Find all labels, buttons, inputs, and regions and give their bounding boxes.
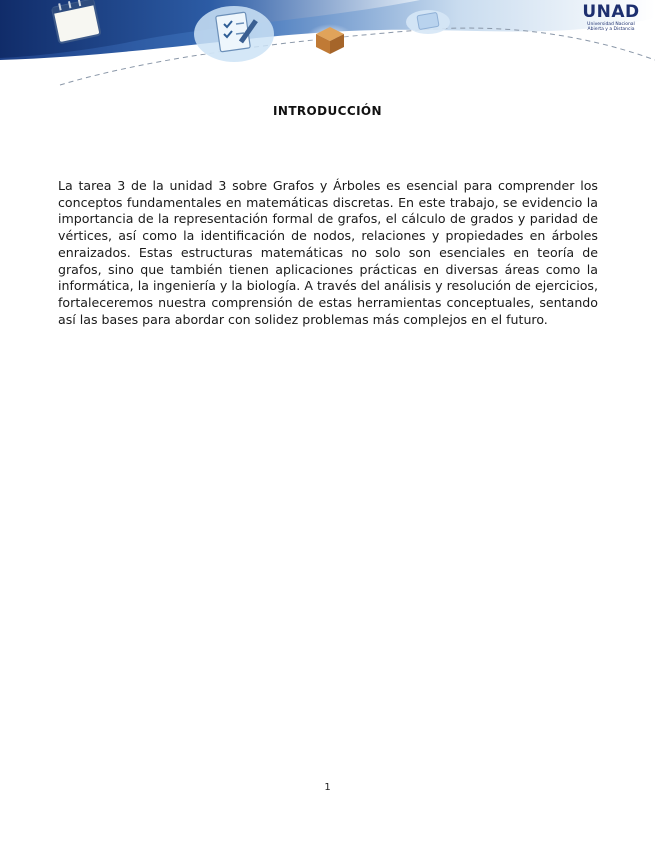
header-graphic [0, 0, 655, 90]
logo-text: UNAD [582, 2, 640, 22]
page-number: 1 [324, 782, 331, 793]
box-icon [306, 24, 354, 54]
introduction-paragraph: La tarea 3 de la unidad 3 sobre Grafos y Árboles es esencial para comprender los conceptos fundamentales en matemáticas discretas. En este trabajo, se evidencio la importancia de la representación formal de grafos, el cálculo de grados y paridad de vértices, así como la identificación de nodos, relaciones y propiedades en árboles enraizados. Estas estructuras matemáticas no solo son esenciales en teoría de grafos, sino que también tienen aplicaciones prácticas en diversas áreas como la informática, la ingeniería y la biología. A través del análisis y resolución de ejercicios, fortaleceremos nuestra comprensión de estas herramientas conceptuales, sentando así las bases para abordar con solidez problemas más complejos en el futuro. [58, 178, 598, 327]
notepad-icon [51, 0, 100, 43]
checklist-icon [194, 6, 274, 62]
logo-subtitle-line1: Universidad Nacional [587, 22, 635, 27]
header-banner [0, 0, 655, 90]
unad-logo [577, 2, 645, 32]
page-title: INTRODUCCIÓN [273, 104, 382, 118]
small-tile-icon [406, 10, 450, 34]
logo-subtitle-line2: Abierta y a Distancia [587, 27, 635, 32]
